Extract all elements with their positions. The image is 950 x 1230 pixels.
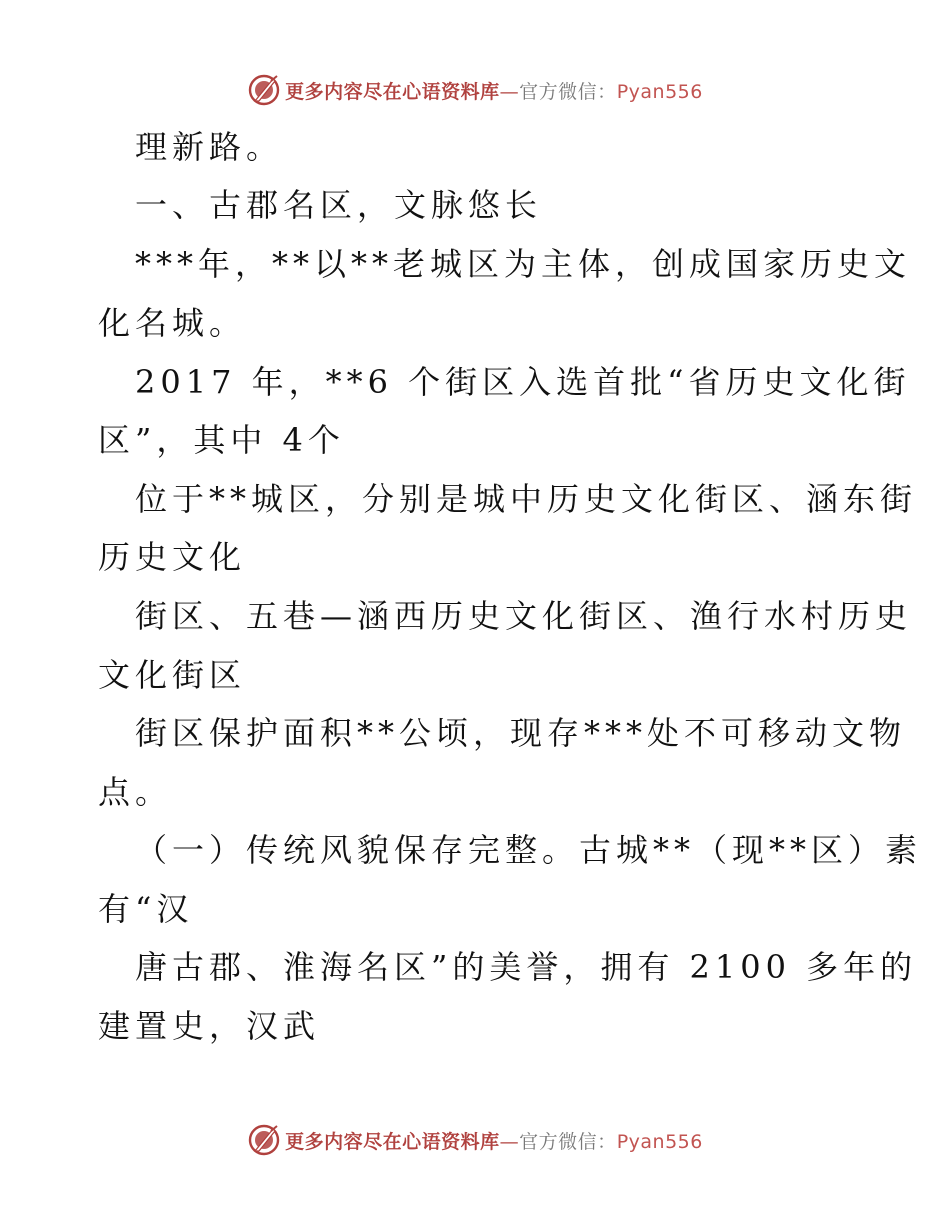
body-line: 街区、五巷—涵西历史文化街区、渔行水村历史 <box>135 597 913 635</box>
body-line: 2017 年，**6 个街区入选首批“省历史文化街 <box>135 363 911 401</box>
section-heading: 一、古郡名区，文脉悠长 <box>135 186 543 224</box>
footer-dash: — <box>499 1130 520 1153</box>
quill-pen-logo-icon <box>247 73 281 107</box>
header-wechat-label: 官方微信： <box>519 80 617 103</box>
body-line: 历史文化 <box>98 538 247 576</box>
body-line: 建置史，汉武 <box>98 1007 321 1045</box>
footer-wechat-label: 官方微信： <box>519 1130 617 1153</box>
footer-banner-text <box>285 1127 703 1154</box>
header-brand-text: 更多内容尽在心语资料库 <box>285 80 500 103</box>
header-banner-text <box>285 77 703 104</box>
body-line: 区”，其中 4个 <box>98 421 345 459</box>
body-line: 文化街区 <box>98 656 247 694</box>
quill-pen-logo-icon <box>247 1123 281 1157</box>
body-line: 有“汉 <box>98 890 194 928</box>
footer-banner <box>0 1120 950 1160</box>
body-line: 点。 <box>98 773 173 811</box>
footer-brand-text: 更多内容尽在心语资料库 <box>285 1130 500 1153</box>
header-wechat-id: Pyan556 <box>616 80 703 103</box>
footer-wechat-id: Pyan556 <box>616 1130 703 1153</box>
subsection-heading: （一）传统风貌保存完整。古城**（现**区）素 <box>135 831 923 869</box>
header-dash: — <box>499 80 520 103</box>
body-line: 唐古郡、淮海名区”的美誉，拥有 2100 多年的 <box>135 948 918 986</box>
body-line: 街区保护面积**公顷，现存***处不可移动文物 <box>135 714 907 752</box>
header-banner <box>0 70 950 110</box>
body-line: ***年，**以**老城区为主体，创成国家历史文 <box>135 245 912 283</box>
body-line: 化名城。 <box>98 304 247 342</box>
body-line: 理新路。 <box>135 128 284 166</box>
body-line: 位于**城区，分别是城中历史文化街区、涵东街 <box>135 480 918 518</box>
